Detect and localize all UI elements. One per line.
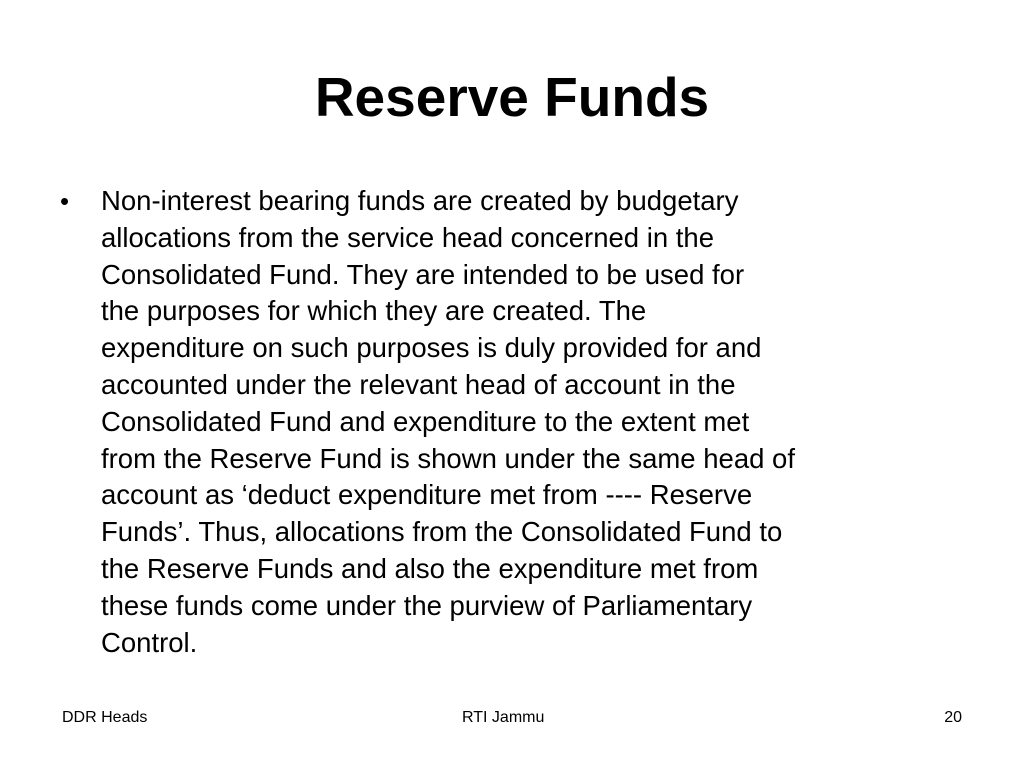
bullet-marker: • — [60, 186, 70, 216]
bullet-list — [60, 183, 980, 661]
slide-title: Reserve Funds — [314, 66, 710, 128]
page-number: 20 — [944, 709, 962, 726]
bullet-text: Non-interest bearing funds are created by budgetary allocations from the service head concerned in the Consolidated Fund. They are intended to be used for the purposes for which they are created. The expenditure on such purposes is duly provided for and accounted under the relevant head of account in the Consolidated Fund and expenditure to the extent met from the Reserve Fund is shown under the same head of account as ‘deduct expenditure met from ---- Reserve Funds’. Thus, allocations from the Consolidated Fund to the Reserve Funds and also the expenditure met from these funds come under the purview of Parliamentary Control. — [101, 185, 795, 658]
footer-left-text: DDR Heads — [62, 709, 148, 726]
bullet-item — [60, 183, 980, 661]
footer-center-text: RTI Jammu — [462, 709, 545, 726]
